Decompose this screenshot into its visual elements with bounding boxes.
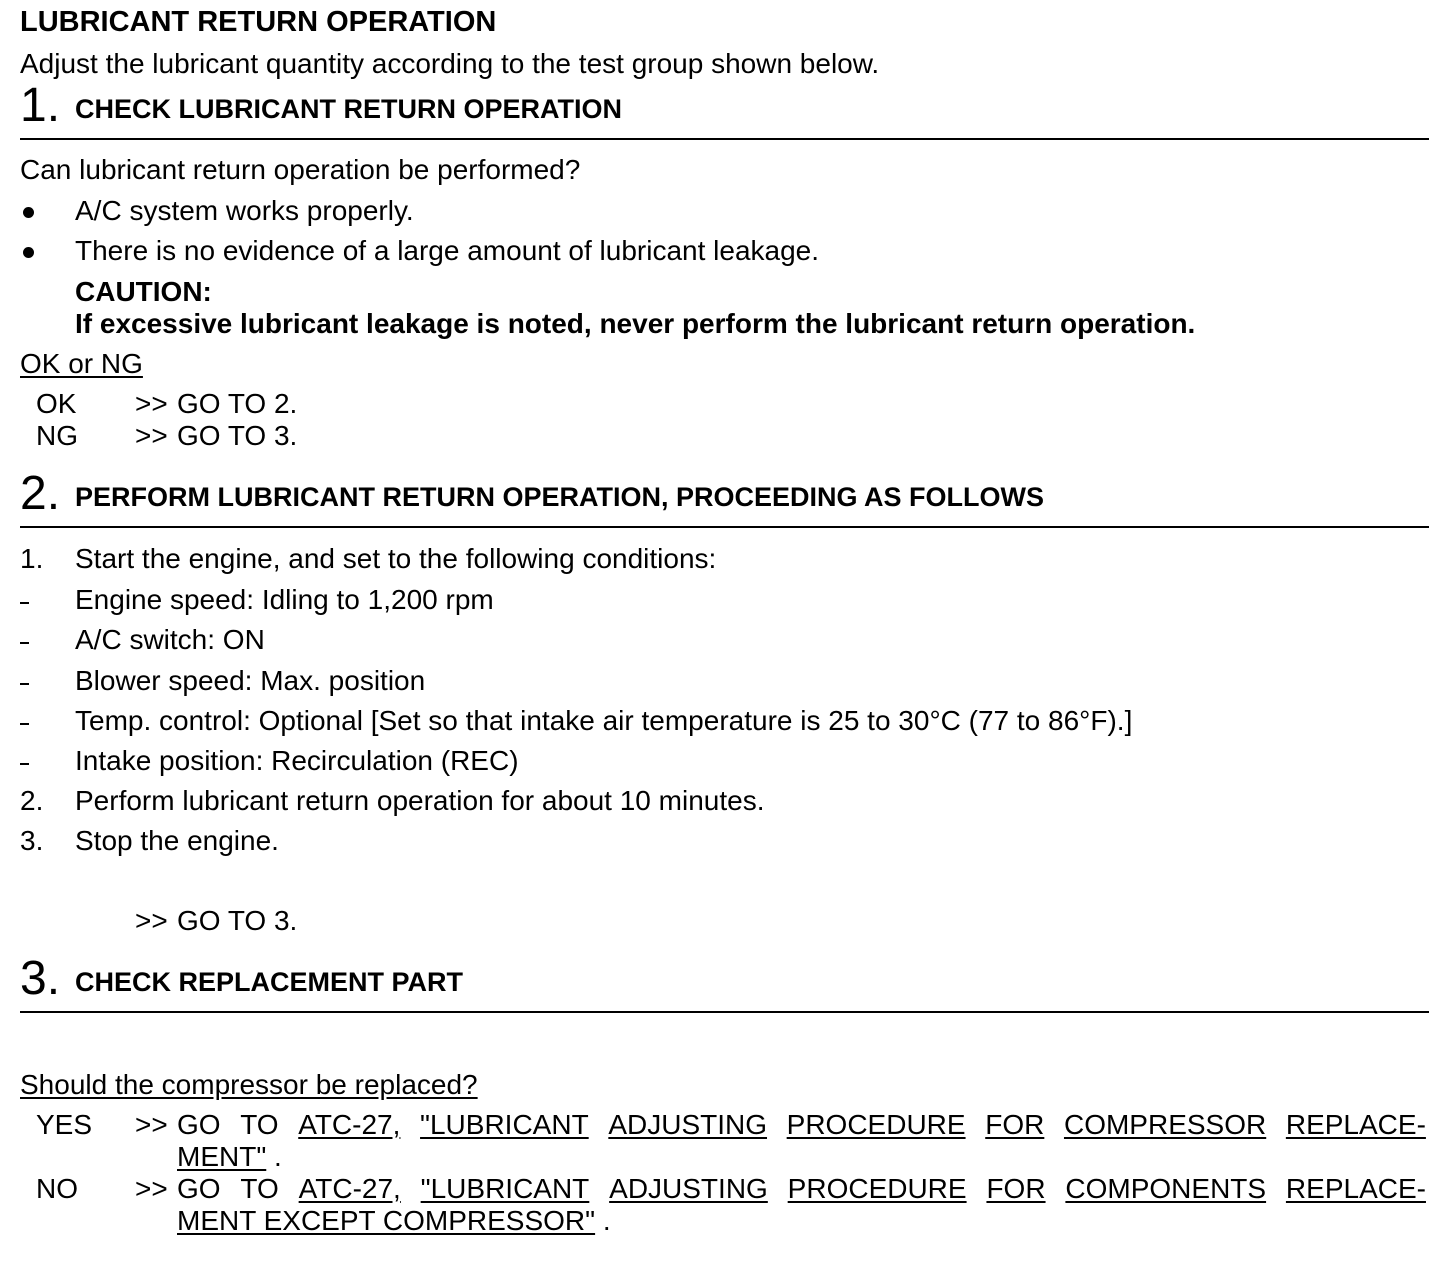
no-link-word[interactable]: "LUBRICANT bbox=[420, 1173, 590, 1204]
result-arrow: >> bbox=[135, 905, 168, 936]
step2-item-number: 1. bbox=[20, 543, 44, 574]
result-action-ng: GO TO 3. bbox=[177, 420, 298, 451]
condition-item: Temp. control: Optional [Set so that intake air temperature is 25 to 30°C (77 to 86°F).] bbox=[75, 705, 1133, 736]
no-link-word[interactable]: PROCEDURE bbox=[787, 1173, 967, 1204]
step3-question: Should the compressor be replaced? bbox=[20, 1069, 478, 1100]
yes-link-word[interactable]: PROCEDURE bbox=[786, 1109, 966, 1140]
no-action-line2 bbox=[177, 1207, 611, 1235]
condition-item: Engine speed: Idling to 1,200 rpm bbox=[75, 584, 494, 615]
step1-divider bbox=[20, 138, 1429, 140]
result-action-ok: GO TO 2. bbox=[177, 388, 298, 419]
result-key-no: NO bbox=[36, 1173, 78, 1204]
page-title: LUBRICANT RETURN OPERATION bbox=[20, 6, 497, 38]
go-word: GO bbox=[177, 1109, 221, 1140]
no-period: . bbox=[602, 1205, 611, 1236]
condition-item: A/C switch: ON bbox=[75, 624, 265, 655]
yes-link-word[interactable]: ATC-27, bbox=[298, 1109, 401, 1140]
yes-link-word[interactable]: COMPRESSOR bbox=[1063, 1109, 1267, 1140]
yes-action-line bbox=[177, 1111, 1426, 1139]
result-arrow: >> bbox=[135, 420, 168, 451]
step2-number: 2. bbox=[20, 467, 61, 520]
result-key-yes: YES bbox=[36, 1109, 93, 1140]
step3-title: CHECK REPLACEMENT PART bbox=[75, 967, 464, 997]
step3-number: 3. bbox=[20, 952, 61, 1005]
to-word: TO bbox=[240, 1109, 279, 1140]
step1-bullet: There is no evidence of a large amount of lubricant leakage. bbox=[75, 235, 820, 266]
to-word: TO bbox=[240, 1173, 279, 1204]
yes-link-word[interactable]: REPLACE- bbox=[1285, 1109, 1426, 1140]
caution-text: If excessive lubricant leakage is noted, never perform the lubricant return operation. bbox=[75, 308, 1196, 339]
go-word: GO bbox=[177, 1173, 221, 1204]
step2-item: Perform lubricant return operation for about 10 minutes. bbox=[75, 785, 765, 816]
step2-title: PERFORM LUBRICANT RETURN OPERATION, PROCEEDING AS FOLLOWS bbox=[75, 482, 1044, 512]
yes-period: . bbox=[274, 1141, 282, 1172]
no-link-end[interactable]: MENT EXCEPT COMPRESSOR" bbox=[177, 1205, 596, 1236]
dash-icon bbox=[20, 763, 29, 765]
no-link-word[interactable]: ADJUSTING bbox=[609, 1173, 768, 1204]
step2-item: Stop the engine. bbox=[75, 825, 279, 856]
condition-item: Intake position: Recirculation (REC) bbox=[75, 745, 519, 776]
yes-link-end[interactable]: MENT" bbox=[177, 1141, 267, 1172]
dash-icon bbox=[20, 683, 29, 685]
yes-link-word[interactable]: "LUBRICANT bbox=[420, 1109, 589, 1140]
yes-action-line2 bbox=[177, 1143, 282, 1171]
no-link-word[interactable]: COMPONENTS bbox=[1065, 1173, 1267, 1204]
bullet-icon bbox=[23, 207, 34, 218]
step1-question: Can lubricant return operation be performed? bbox=[20, 154, 581, 185]
no-link-word[interactable]: REPLACE- bbox=[1285, 1173, 1426, 1204]
intro-text: Adjust the lubricant quantity according to the test group shown below. bbox=[20, 48, 880, 79]
bullet-icon bbox=[23, 247, 34, 258]
result-heading: OK or NG bbox=[20, 348, 143, 379]
step2-item: Start the engine, and set to the following conditions: bbox=[75, 543, 717, 574]
dash-icon bbox=[20, 642, 29, 644]
yes-link-word[interactable]: ADJUSTING bbox=[608, 1109, 768, 1140]
step1-title: CHECK LUBRICANT RETURN OPERATION bbox=[75, 94, 622, 124]
step3-divider bbox=[20, 1011, 1429, 1013]
no-action-line bbox=[177, 1175, 1426, 1203]
step1-bullet: A/C system works properly. bbox=[75, 195, 414, 226]
no-link-word[interactable]: ATC-27, bbox=[298, 1173, 401, 1204]
step1-number: 1. bbox=[20, 79, 61, 132]
dash-icon bbox=[20, 723, 29, 725]
yes-link-word[interactable]: FOR bbox=[985, 1109, 1045, 1140]
step2-item-number: 3. bbox=[20, 825, 44, 856]
no-link-word[interactable]: FOR bbox=[986, 1173, 1046, 1204]
result-arrow: >> bbox=[135, 1173, 168, 1204]
result-key-ok: OK bbox=[36, 388, 77, 419]
step2-divider bbox=[20, 526, 1429, 528]
step2-goto: GO TO 3. bbox=[177, 905, 298, 936]
result-arrow: >> bbox=[135, 388, 168, 419]
caution-label: CAUTION: bbox=[75, 276, 212, 307]
step2-item-number: 2. bbox=[20, 785, 44, 816]
result-key-ng: NG bbox=[36, 420, 78, 451]
result-arrow: >> bbox=[135, 1109, 168, 1140]
dash-icon bbox=[20, 602, 29, 604]
condition-item: Blower speed: Max. position bbox=[75, 665, 426, 696]
